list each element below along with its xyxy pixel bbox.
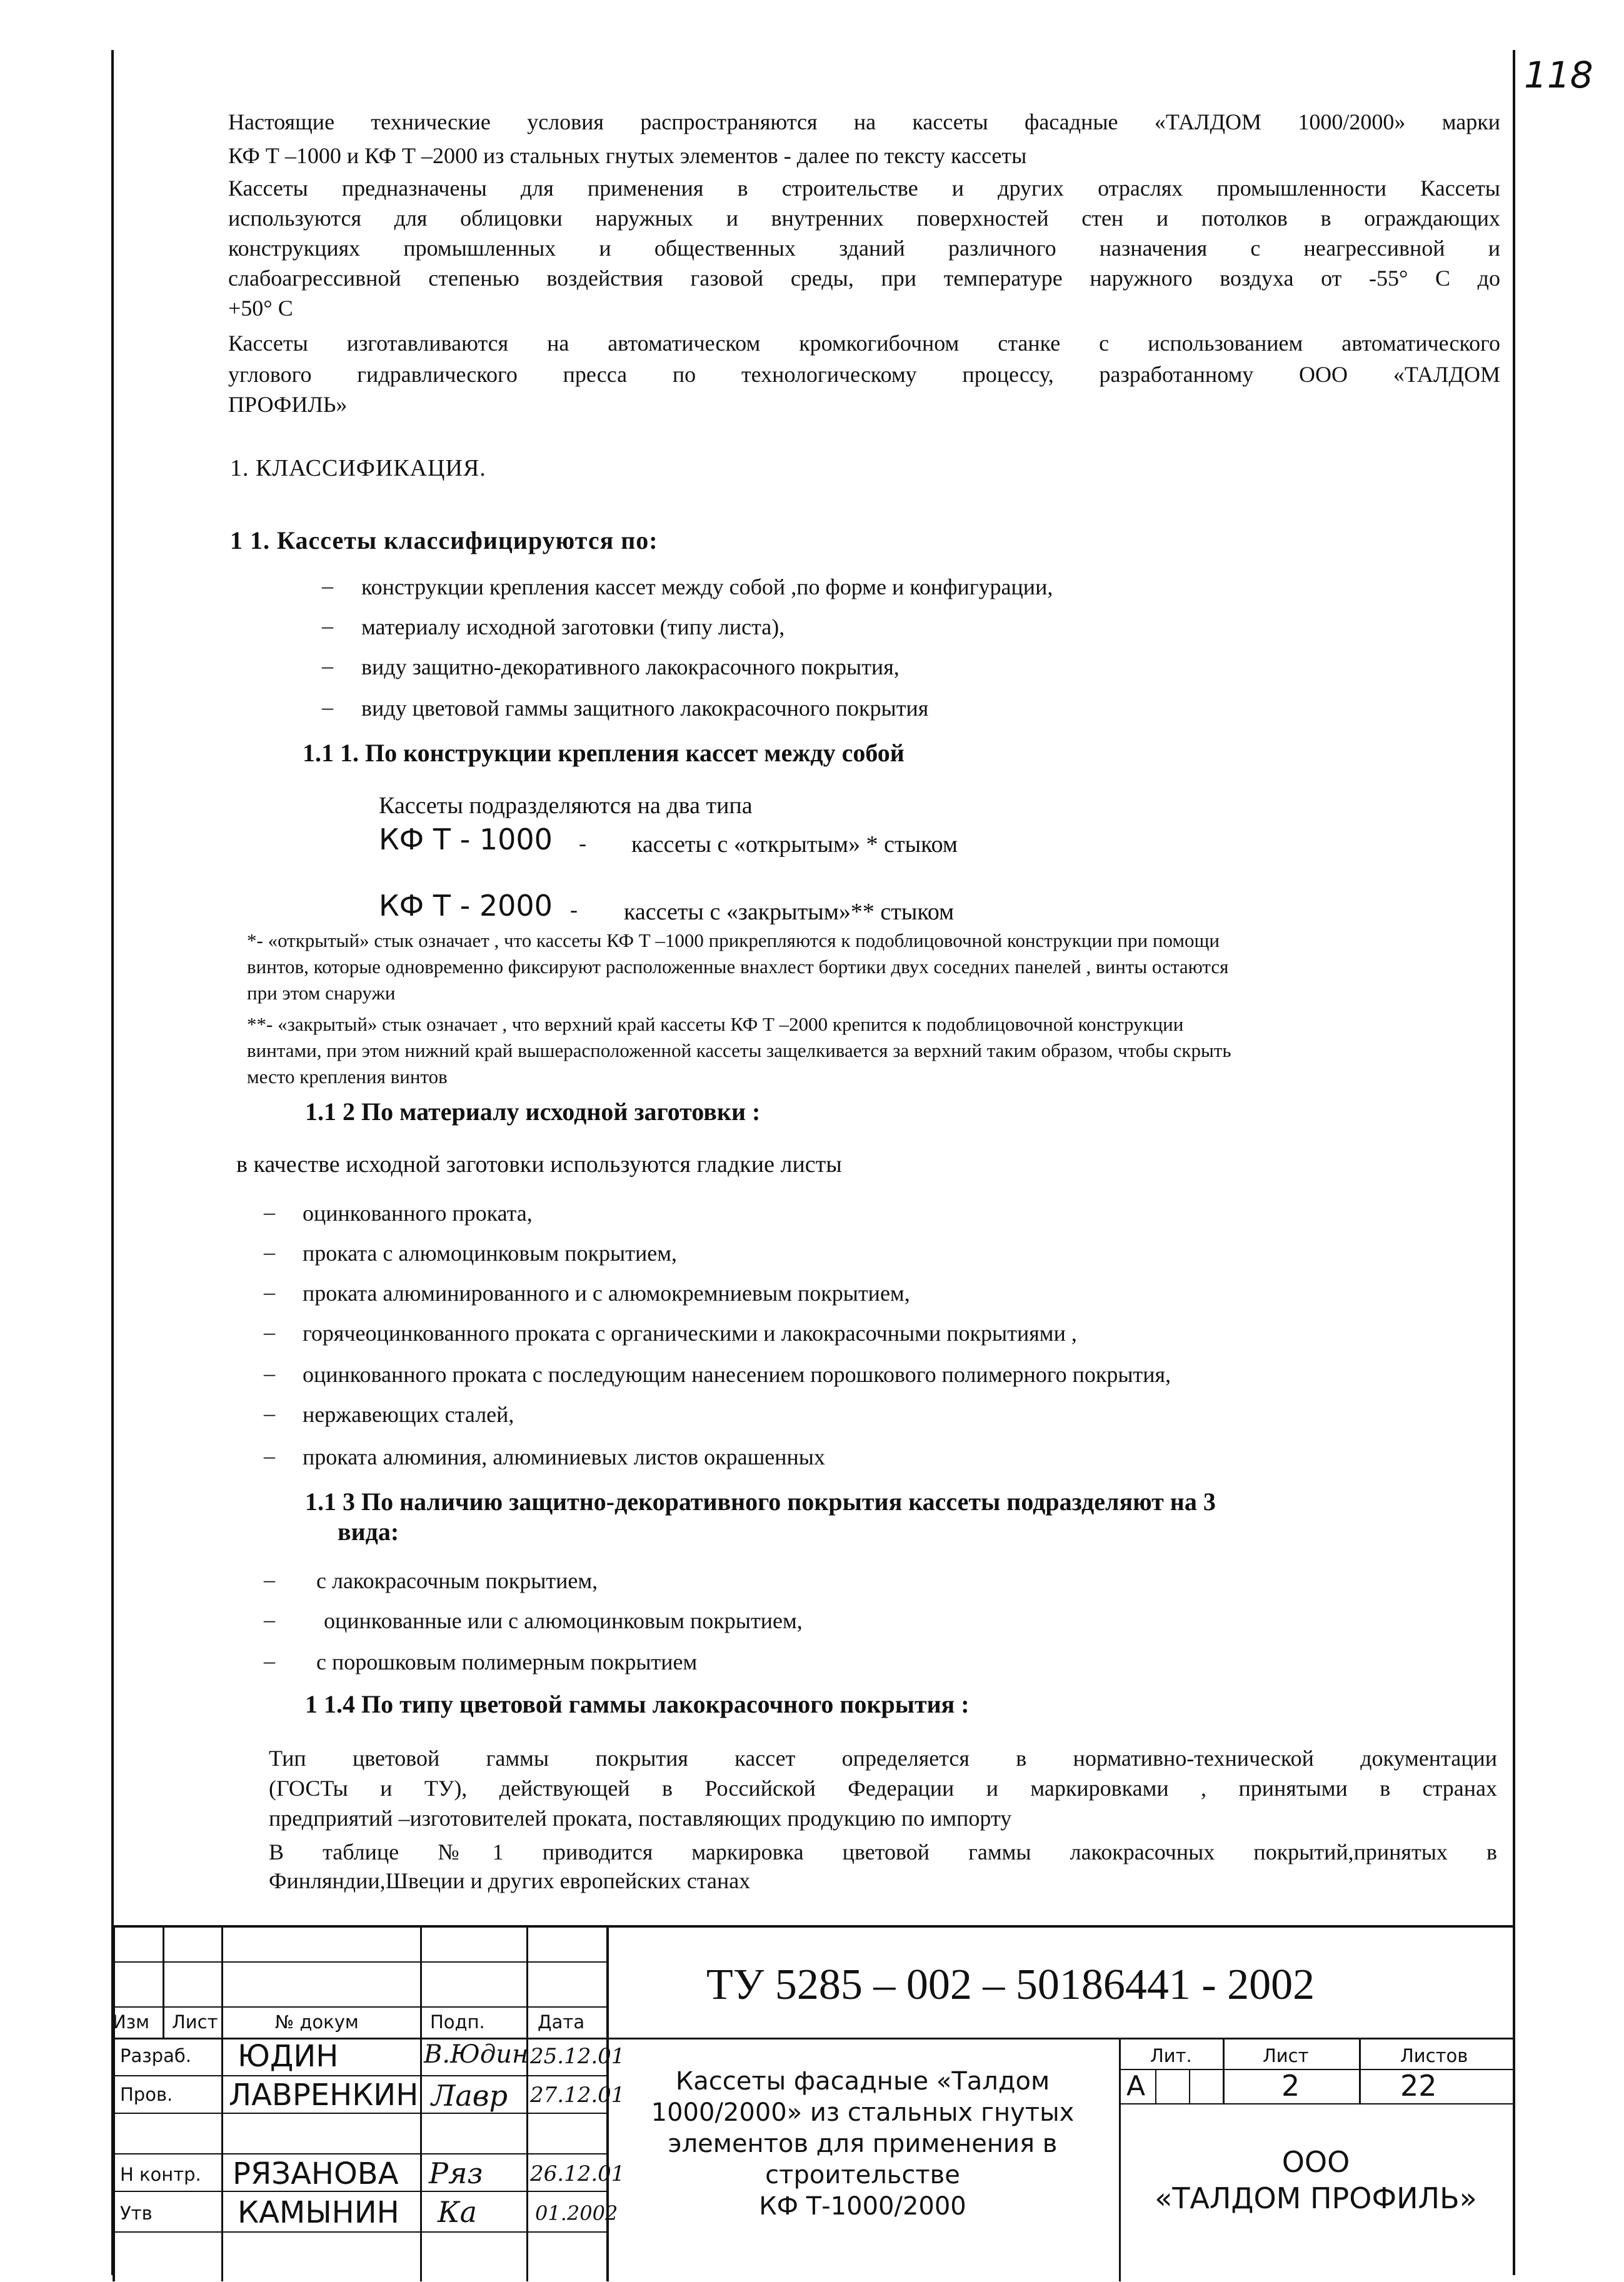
document-title-line: 1000/2000» из стальных гнутых (651, 2098, 1075, 2127)
intro-line: +50° С (228, 296, 293, 321)
role-label: Н контр. (120, 2164, 201, 2185)
type-desc: кассеты с «закрытым»** стыком (624, 899, 955, 925)
paragraph-line: Тип цветовой гаммы покрытия кассет определяется в нормативно-технической документации (269, 1746, 1497, 1771)
signature: Ка (438, 2195, 478, 2229)
list-item: оцинкованного проката, (303, 1201, 533, 1226)
list-item: оцинкованного проката с последующим нанесением порошкового полимерного покрытия, (303, 1362, 1171, 1387)
list-item: проката с алюмоцинковым покрытием, (303, 1241, 677, 1266)
header-sign: Подп. (430, 2011, 485, 2033)
bullet-dash: – (264, 1319, 275, 1344)
bullet-dash: – (322, 613, 333, 638)
bullet-dash: – (264, 1361, 275, 1386)
list-item: виду цветовой гаммы защитного лакокрасочного покрытия (361, 696, 929, 721)
document-title (613, 2066, 1113, 2222)
intro-line: Кассеты изготавливаются на автоматическом кромкогибочном станке с использованием автоматического (228, 331, 1500, 356)
type-code: КФ Т - 1000 (379, 823, 553, 856)
intro-line: Настоящие технические условия распространяются на кассеты фасадные «ТАЛДОМ 1000/2000» марки (228, 109, 1500, 134)
bullet-dash: – (264, 1401, 275, 1426)
stamp-line (1119, 2103, 1513, 2104)
stamp-line (113, 1925, 1513, 1928)
list-item: материалу исходной заготовки (типу листа), (361, 614, 785, 639)
intro-line: углового гидравлического пресса по технологическому процессу, разработанному ООО «ТАЛДОМ (228, 362, 1500, 387)
stamp-line (1155, 2069, 1156, 2103)
subsection-heading: вида: (338, 1518, 399, 1546)
organization-line: ООО (1281, 2145, 1350, 2179)
sign-date: 27.12.01 (530, 2083, 625, 2108)
stamp-line (113, 2113, 606, 2114)
stamp-line (1119, 2038, 1121, 2281)
footnote-line: винтов, которые одновременно фиксируют расположенные внахлест бортики двух соседних панелей , винты остаются (247, 956, 1229, 978)
page-number: 118 (1524, 54, 1593, 96)
bullet-dash: – (264, 1239, 275, 1264)
sheet-value: 2 (1281, 2069, 1300, 2103)
signer-name: ЛАВРЕНКИН (229, 2078, 419, 2113)
stamp-line (113, 2231, 606, 2233)
sheets-label: Листов (1400, 2045, 1468, 2066)
footnote-line: место крепления винтов (247, 1066, 448, 1088)
list-item: горячеоцинкованного проката с органическими и лакокрасочными покрытиями , (303, 1321, 1077, 1346)
list-item: с лакокрасочным покрытием, (316, 1568, 598, 1593)
signer-name: РЯЗАНОВА (233, 2156, 399, 2191)
signature: Ряз (429, 2156, 483, 2190)
stamp-line (526, 1925, 528, 2281)
lit-value: А (1126, 2070, 1146, 2102)
footnote-line: *- «открытый» стык означает , что кассеты КФ Т –1000 прикрепляются к подоблицовочной конструкции при помощи (247, 929, 1220, 951)
list-item: с порошковым полимерным покрытием (316, 1649, 698, 1674)
signature: В.Юдин (424, 2040, 529, 2069)
header-date: Дата (538, 2011, 585, 2033)
stamp-line (113, 2006, 606, 2008)
title-block (113, 1925, 1513, 2281)
paragraph: в качестве исходной заготовки используются гладкие листы (236, 1151, 842, 1178)
role-label: Утв (120, 2203, 153, 2224)
signature: Лавр (431, 2079, 508, 2113)
document-title-line: элементов для применения в (668, 2129, 1058, 2158)
bullet-dash: – (322, 573, 333, 598)
stamp-line (113, 1925, 115, 2281)
bullet-dash: – (264, 1648, 275, 1673)
paragraph: Кассеты подразделяются на два типа (379, 793, 753, 819)
intro-line: ПРОФИЛЬ» (228, 392, 348, 417)
paragraph-line: (ГОСТы и ТУ), действующей в Российской Федерации и маркировками , принятыми в странах (269, 1776, 1497, 1801)
intro-line: КФ Т –1000 и КФ Т –2000 из стальных гнутых элементов - далее по тексту кассеты (228, 143, 1027, 168)
list-item: конструкции крепления кассет между собой ,по форме и конфигурации, (361, 574, 1053, 599)
document-title-line: строительстве (765, 2161, 960, 2189)
lit-label: Лит. (1150, 2045, 1192, 2066)
list-item: нержавеющих сталей, (303, 1402, 514, 1427)
bullet-dash: – (322, 694, 333, 719)
subsection-heading: 1.1 1. По конструкции крепления кассет между собой (303, 739, 905, 767)
role-label: Разраб. (120, 2045, 191, 2066)
type-desc: кассеты с «открытым» * стыком (631, 831, 958, 858)
bullet-dash: – (264, 1279, 275, 1304)
subsection-heading: 1.1 3 По наличию защитно-декоративного покрытия кассеты подразделяют на 3 (305, 1488, 1216, 1516)
stamp-line (221, 1925, 223, 2281)
subsection-heading: 1 1. Кассеты классифицируются по: (230, 526, 658, 554)
stamp-line (163, 1925, 164, 2038)
bullet-dash: – (322, 653, 333, 678)
intro-line: конструкциях промышленных и общественных зданий различного назначения с неагрессивной и (228, 236, 1500, 261)
role-label: Пров. (120, 2084, 173, 2105)
signer-name: ЮДИН (238, 2039, 339, 2074)
organization-line: «ТАЛДОМ ПРОФИЛЬ» (1155, 2181, 1477, 2215)
subsection-heading: 1 1.4 По типу цветовой гаммы лакокрасочного покрытия : (305, 1690, 970, 1718)
list-item: проката алюминия, алюминиевых листов окрашенных (303, 1444, 825, 1469)
sign-date: 25.12.01 (530, 2044, 625, 2069)
stamp-line (113, 1961, 606, 1963)
page-frame-right (1513, 50, 1515, 2275)
stamp-line (1223, 2038, 1225, 2103)
intro-line: используются для облицовки наружных и внутренних поверхностей стен и потолков в ограждающих (228, 206, 1500, 231)
list-item: виду защитно-декоративного лакокрасочного покрытия, (361, 654, 900, 679)
bullet-dash: – (264, 1607, 275, 1632)
sheet-label: Лист (1263, 2045, 1309, 2066)
sign-date: 01.2002 (535, 2201, 618, 2225)
document-code: ТУ 5285 – 002 – 50186441 - 2002 (706, 1961, 1315, 2009)
header-izm: Изм (113, 2011, 149, 2033)
document-title-line: КФ Т-1000/2000 (759, 2192, 966, 2221)
subsection-heading: 1.1 2 По материалу исходной заготовки : (305, 1098, 761, 1126)
intro-line: слабоагрессивной степенью воздействия газовой среды, при температуре наружного воздуха от -55° С до (228, 266, 1500, 291)
stamp-line (1359, 2038, 1361, 2103)
stamp-line (113, 2153, 606, 2154)
intro-line: Кассеты предназначены для применения в строительстве и других отраслях промышленности Кассеты (228, 176, 1500, 201)
stamp-line (420, 1925, 422, 2281)
footnote-line: **- «закрытый» стык означает , что верхний край кассеты КФ Т –2000 крепится к подоблицовочной конструкции (247, 1013, 1184, 1035)
paragraph-line: В таблице №1 приводится маркировка цветовой гаммы лакокрасочных покрытий,принятых в (269, 1839, 1497, 1864)
list-item: проката алюминированного и с алюмокремниевым покрытием, (303, 1281, 910, 1306)
stamp-line (113, 2075, 606, 2076)
sign-date: 26.12.01 (530, 2161, 625, 2186)
document-title-line: Кассеты фасадные «Талдом (675, 2067, 1050, 2096)
footnote-line: винтами, при этом нижний край вышерасположенной кассеты защелкивается за верхний таким образом, чтобы скрыть (247, 1039, 1231, 1061)
type-dash: - (570, 897, 578, 922)
signer-name: КАМЫНИН (238, 2195, 399, 2230)
footnote-line: при этом снаружи (247, 982, 396, 1004)
type-dash: - (579, 831, 586, 856)
type-code: КФ Т - 2000 (379, 889, 553, 923)
bullet-dash: – (264, 1567, 275, 1592)
header-list: Лист (172, 2011, 218, 2033)
bullet-dash: – (264, 1199, 275, 1224)
bullet-dash: – (264, 1443, 275, 1468)
section-title: 1. КЛАССИФИКАЦИЯ. (230, 455, 486, 481)
header-doc-no: № докум (275, 2011, 359, 2033)
stamp-line (1119, 2069, 1513, 2070)
stamp-line (1189, 2069, 1190, 2103)
organization (1125, 2144, 1506, 2216)
list-item: оцинкованные или с алюмоцинковым покрытием, (324, 1608, 803, 1633)
paragraph-line: предприятий –изготовителей проката, поставляющих продукцию по импорту (269, 1806, 1012, 1831)
sheets-value: 22 (1400, 2069, 1437, 2103)
paragraph-line: Финляндии,Швеции и других европейских станах (269, 1868, 751, 1893)
